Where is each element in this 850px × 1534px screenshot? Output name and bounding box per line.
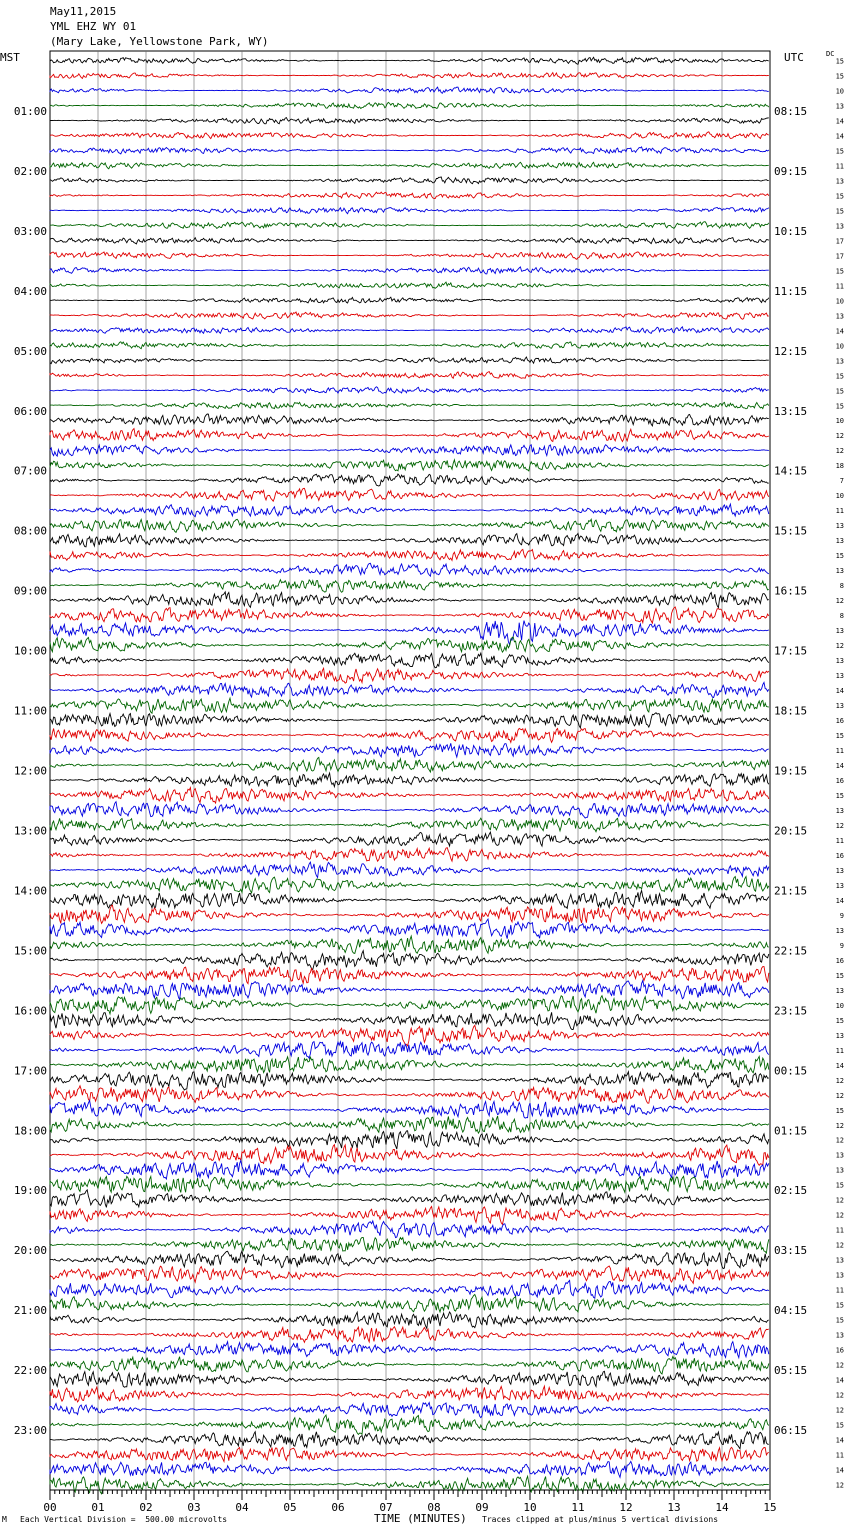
dc-offset-value: 15 bbox=[835, 147, 844, 156]
right-hour-label: 19:15 bbox=[774, 764, 808, 778]
left-hour-label: 08:00 bbox=[13, 524, 47, 538]
trace-row bbox=[50, 402, 769, 408]
dc-offset-value: 9 bbox=[839, 941, 844, 950]
dc-offset-value: 13 bbox=[835, 881, 844, 890]
dc-offset-value: 11 bbox=[835, 282, 844, 291]
left-hour-label: 07:00 bbox=[13, 464, 47, 478]
trace-row bbox=[50, 1251, 769, 1269]
x-tick-label: 10 bbox=[523, 1501, 537, 1514]
trace-row bbox=[50, 387, 769, 394]
right-hour-label: 16:15 bbox=[774, 584, 808, 598]
dc-offset-value: 13 bbox=[835, 1031, 844, 1040]
trace-row bbox=[50, 1447, 769, 1461]
trace-row bbox=[50, 1461, 769, 1477]
trace-row bbox=[50, 414, 769, 426]
trace-row bbox=[50, 57, 769, 64]
trace-row bbox=[50, 327, 769, 334]
dc-offset-value: 12 bbox=[835, 642, 844, 651]
dc-offset-value: 12 bbox=[835, 1406, 844, 1415]
dc-offset-value: 13 bbox=[835, 926, 844, 935]
left-hour-label: 05:00 bbox=[13, 344, 47, 358]
trace-row bbox=[50, 967, 769, 984]
trace-row bbox=[50, 653, 769, 668]
x-tick-label: 08 bbox=[427, 1501, 441, 1514]
left-hour-label: 14:00 bbox=[13, 884, 47, 898]
dc-offset-value: 12 bbox=[835, 1361, 844, 1370]
dc-offset-value: 13 bbox=[835, 567, 844, 576]
dc-offset-value: 14 bbox=[835, 896, 844, 905]
trace-row bbox=[50, 1403, 769, 1418]
right-hour-label: 03:15 bbox=[774, 1244, 808, 1258]
trace-row bbox=[50, 238, 769, 244]
x-tick-label: 14 bbox=[715, 1501, 729, 1514]
trace-row bbox=[50, 488, 769, 501]
trace-row bbox=[50, 682, 769, 697]
right-hour-label: 02:15 bbox=[774, 1184, 808, 1198]
x-axis-title: TIME (MINUTES) bbox=[374, 1512, 467, 1525]
dc-offset-value: 15 bbox=[835, 552, 844, 561]
dc-offset-value: 10 bbox=[835, 417, 844, 426]
dc-offset-value: 13 bbox=[835, 1271, 844, 1280]
trace-row bbox=[50, 474, 769, 486]
trace-row bbox=[50, 342, 769, 349]
trace-row bbox=[50, 1161, 769, 1180]
dc-offset-value: 12 bbox=[835, 1076, 844, 1085]
trace-row bbox=[50, 1266, 769, 1283]
trace-row bbox=[50, 1057, 769, 1073]
dc-offset-value: 14 bbox=[835, 687, 844, 696]
dc-offset-value: 9 bbox=[839, 911, 844, 920]
dc-offset-value: 12 bbox=[835, 1121, 844, 1130]
dc-offset-value: 14 bbox=[835, 762, 844, 771]
left-hour-label: 18:00 bbox=[13, 1124, 47, 1138]
trace-row bbox=[50, 1312, 769, 1328]
dc-offset-value: 13 bbox=[835, 357, 844, 366]
trace-row bbox=[50, 832, 769, 846]
trace-row bbox=[50, 73, 769, 79]
dc-offset-value: 15 bbox=[835, 1106, 844, 1115]
x-tick-label: 12 bbox=[619, 1501, 633, 1514]
trace-row bbox=[50, 1327, 769, 1343]
right-hour-label: 18:15 bbox=[774, 704, 808, 718]
dc-offset-value: 12 bbox=[835, 1391, 844, 1400]
dc-offset-value: 15 bbox=[835, 72, 844, 81]
dc-offset-value: 10 bbox=[835, 1001, 844, 1010]
dc-offset-value: 17 bbox=[835, 252, 844, 261]
trace-row bbox=[50, 1386, 769, 1402]
x-tick-label: 01 bbox=[91, 1501, 105, 1514]
dc-offset-value: 16 bbox=[835, 776, 844, 785]
x-tick-label: 13 bbox=[667, 1501, 681, 1514]
trace-row bbox=[50, 592, 769, 608]
trace-row bbox=[50, 1207, 769, 1225]
trace-row bbox=[50, 1176, 769, 1192]
left-hour-label: 12:00 bbox=[13, 764, 47, 778]
trace-row bbox=[50, 637, 769, 652]
trace-row bbox=[50, 757, 769, 772]
dc-offset-value: 15 bbox=[835, 971, 844, 980]
trace-row bbox=[50, 1295, 769, 1312]
left-hour-label: 23:00 bbox=[13, 1424, 47, 1438]
dc-offset-value: 13 bbox=[835, 1331, 844, 1340]
trace-row bbox=[50, 1145, 769, 1166]
dc-offset-value: 15 bbox=[835, 791, 844, 800]
dc-offset-value: 15 bbox=[835, 207, 844, 216]
dc-offset-value: 15 bbox=[835, 267, 844, 276]
dc-offset-value: 12 bbox=[835, 1091, 844, 1100]
dc-offset-value: 15 bbox=[835, 402, 844, 411]
trace-row bbox=[50, 357, 769, 364]
trace-row bbox=[50, 208, 769, 214]
x-tick-label: 03 bbox=[187, 1501, 201, 1514]
dc-offset-value: 13 bbox=[835, 222, 844, 231]
dc-offset-value: 18 bbox=[835, 462, 844, 471]
trace-row bbox=[50, 102, 769, 108]
trace-row bbox=[50, 621, 769, 645]
x-tick-label: 04 bbox=[235, 1501, 249, 1514]
right-hour-label: 23:15 bbox=[774, 1004, 808, 1018]
dc-offset-value: 10 bbox=[835, 492, 844, 501]
dc-offset-value: 15 bbox=[835, 372, 844, 381]
left-hour-label: 21:00 bbox=[13, 1304, 47, 1318]
dc-offset-value: 15 bbox=[835, 57, 844, 66]
trace-row bbox=[50, 802, 769, 818]
left-hour-label: 13:00 bbox=[13, 824, 47, 838]
left-hour-label: 03:00 bbox=[13, 224, 47, 238]
right-hour-label: 17:15 bbox=[774, 644, 808, 658]
trace-row bbox=[50, 668, 769, 683]
x-tick-label: 15 bbox=[763, 1501, 777, 1514]
left-hour-label: 10:00 bbox=[13, 644, 47, 658]
dc-offset-value: 13 bbox=[835, 1166, 844, 1175]
dc-offset-value: 11 bbox=[835, 162, 844, 171]
right-hour-label: 11:15 bbox=[774, 284, 808, 298]
dc-offset-value: 11 bbox=[835, 1046, 844, 1055]
dc-offset-value: 12 bbox=[835, 447, 844, 456]
left-hour-label: 09:00 bbox=[13, 584, 47, 598]
trace-row bbox=[50, 1072, 769, 1090]
dc-offset-value: 15 bbox=[835, 1301, 844, 1310]
trace-row bbox=[50, 698, 769, 713]
dc-offset-value: 12 bbox=[835, 1136, 844, 1145]
dc-offset-value: 11 bbox=[835, 1451, 844, 1460]
dc-offset-value: 14 bbox=[835, 327, 844, 336]
right-timezone-label: UTC bbox=[784, 51, 804, 64]
trace-row bbox=[50, 87, 769, 93]
dc-offset-value: 13 bbox=[835, 806, 844, 815]
trace-row bbox=[50, 996, 769, 1014]
dc-offset-value: 13 bbox=[835, 1151, 844, 1160]
trace-row bbox=[50, 1342, 769, 1358]
left-hour-label: 15:00 bbox=[13, 944, 47, 958]
clip-note: Traces clipped at plus/minus 5 vertical divisions bbox=[482, 1515, 719, 1524]
trace-row bbox=[50, 549, 769, 560]
trace-row bbox=[50, 1432, 769, 1449]
trace-row bbox=[50, 372, 769, 379]
trace-row bbox=[50, 713, 769, 728]
right-hour-label: 00:15 bbox=[774, 1064, 808, 1078]
dc-offset-value: 14 bbox=[835, 1376, 844, 1385]
right-hour-label: 05:15 bbox=[774, 1364, 808, 1378]
left-hour-label: 11:00 bbox=[13, 704, 47, 718]
trace-row bbox=[50, 1025, 769, 1045]
right-hour-label: 15:15 bbox=[774, 524, 808, 538]
left-hour-label: 04:00 bbox=[13, 284, 47, 298]
dc-offset-value: 11 bbox=[835, 1286, 844, 1295]
right-hour-label: 09:15 bbox=[774, 164, 808, 178]
dc-offset-value: 13 bbox=[835, 657, 844, 666]
trace-row bbox=[50, 1221, 769, 1238]
trace-row bbox=[50, 1190, 769, 1208]
trace-row bbox=[50, 533, 769, 546]
trace-row bbox=[50, 147, 769, 154]
dc-offset-value: 13 bbox=[835, 866, 844, 875]
dc-offset-value: 16 bbox=[835, 956, 844, 965]
trace-row bbox=[50, 132, 769, 139]
left-hour-label: 17:00 bbox=[13, 1064, 47, 1078]
right-hour-label: 21:15 bbox=[774, 884, 808, 898]
trace-row bbox=[50, 222, 769, 229]
dc-offset-value: 11 bbox=[835, 747, 844, 756]
trace-row bbox=[50, 728, 769, 742]
right-hour-label: 10:15 bbox=[774, 224, 808, 238]
trace-row bbox=[50, 1042, 769, 1059]
trace-row bbox=[50, 1086, 769, 1103]
trace-row bbox=[50, 282, 769, 288]
dc-offset-value: 11 bbox=[835, 836, 844, 845]
trace-row bbox=[50, 919, 769, 939]
trace-row bbox=[50, 162, 769, 169]
dc-offset-value: 14 bbox=[835, 132, 844, 141]
trace-row bbox=[50, 788, 769, 804]
trace-row bbox=[50, 1476, 769, 1494]
right-hour-label: 14:15 bbox=[774, 464, 808, 478]
dc-offset-value: 7 bbox=[839, 477, 844, 486]
trace-row bbox=[50, 1280, 769, 1298]
trace-row bbox=[50, 951, 769, 970]
dc-offset-value: 13 bbox=[835, 627, 844, 636]
trace-row bbox=[50, 1371, 769, 1387]
trace-row bbox=[50, 773, 769, 787]
dc-offset-value: 13 bbox=[835, 312, 844, 321]
right-hour-label: 20:15 bbox=[774, 824, 808, 838]
station-location: (Mary Lake, Yellowstone Park, WY) bbox=[50, 35, 269, 48]
dc-offset-value: 12 bbox=[835, 597, 844, 606]
dc-offset-header: DC bbox=[826, 50, 835, 58]
dc-offset-value: 15 bbox=[835, 1181, 844, 1190]
trace-row bbox=[50, 267, 769, 274]
right-hour-label: 04:15 bbox=[774, 1304, 808, 1318]
left-hour-label: 22:00 bbox=[13, 1364, 47, 1378]
right-hour-label: 08:15 bbox=[774, 104, 808, 118]
dc-offset-value: 15 bbox=[835, 732, 844, 741]
trace-row bbox=[50, 519, 769, 532]
x-tick-label: 05 bbox=[283, 1501, 297, 1514]
dc-offset-value: 14 bbox=[835, 1436, 844, 1445]
dc-offset-value: 16 bbox=[835, 717, 844, 726]
right-hour-label: 06:15 bbox=[774, 1424, 808, 1438]
left-hour-label: 02:00 bbox=[13, 164, 47, 178]
record-date: May11,2015 bbox=[50, 5, 117, 18]
right-hour-label: 22:15 bbox=[774, 944, 808, 958]
trace-row bbox=[50, 297, 769, 303]
trace-row bbox=[50, 1101, 769, 1119]
dc-offset-value: 15 bbox=[835, 1421, 844, 1430]
trace-row bbox=[50, 563, 769, 576]
dc-offset-value: 15 bbox=[835, 1316, 844, 1325]
trace-row bbox=[50, 877, 769, 893]
dc-offset-value: 16 bbox=[835, 1346, 844, 1355]
trace-row bbox=[50, 504, 769, 517]
trace-row bbox=[50, 936, 769, 953]
dc-offset-value: 14 bbox=[835, 1466, 844, 1475]
trace-row bbox=[50, 445, 769, 456]
dc-offset-value: 14 bbox=[835, 1061, 844, 1070]
dc-offset-value: 15 bbox=[835, 192, 844, 201]
right-hour-label: 12:15 bbox=[774, 344, 808, 358]
corner-mark: M bbox=[2, 1515, 7, 1524]
right-hour-label: 13:15 bbox=[774, 404, 808, 418]
dc-offset-value: 8 bbox=[839, 582, 844, 591]
trace-row bbox=[50, 1131, 769, 1149]
trace-row bbox=[50, 981, 769, 1000]
dc-offset-value: 10 bbox=[835, 297, 844, 306]
trace-row bbox=[50, 1116, 769, 1133]
dc-offset-value: 13 bbox=[835, 672, 844, 681]
left-hour-label: 19:00 bbox=[13, 1184, 47, 1198]
trace-row bbox=[50, 118, 769, 124]
x-tick-label: 06 bbox=[331, 1501, 345, 1514]
trace-row bbox=[50, 429, 769, 442]
dc-offset-value: 13 bbox=[835, 102, 844, 111]
trace-row bbox=[50, 607, 769, 623]
dc-offset-value: 15 bbox=[835, 1016, 844, 1025]
trace-row bbox=[50, 862, 769, 877]
trace-row bbox=[50, 460, 769, 471]
dc-offset-value: 16 bbox=[835, 851, 844, 860]
dc-offset-value: 11 bbox=[835, 1226, 844, 1235]
dc-offset-value: 13 bbox=[835, 522, 844, 531]
x-tick-label: 11 bbox=[571, 1501, 585, 1514]
dc-offset-value: 10 bbox=[835, 87, 844, 96]
trace-row bbox=[50, 818, 769, 832]
trace-row bbox=[50, 1237, 769, 1253]
dc-offset-value: 12 bbox=[835, 1241, 844, 1250]
left-hour-label: 16:00 bbox=[13, 1004, 47, 1018]
left-hour-label: 20:00 bbox=[13, 1244, 47, 1258]
trace-row bbox=[50, 312, 769, 319]
dc-offset-value: 11 bbox=[835, 507, 844, 516]
left-timezone-label: MST bbox=[0, 51, 20, 64]
left-hour-label: 01:00 bbox=[13, 104, 47, 118]
dc-offset-value: 15 bbox=[835, 387, 844, 396]
station-code: YML EHZ WY 01 bbox=[50, 20, 137, 33]
dc-offset-value: 8 bbox=[839, 612, 844, 621]
dc-offset-value: 12 bbox=[835, 1481, 844, 1490]
trace-row bbox=[50, 891, 769, 909]
x-tick-label: 07 bbox=[379, 1501, 393, 1514]
dc-offset-value: 17 bbox=[835, 237, 844, 246]
dc-offset-value: 13 bbox=[835, 177, 844, 186]
dc-offset-value: 10 bbox=[835, 342, 844, 351]
trace-row bbox=[50, 1012, 769, 1029]
left-hour-label: 06:00 bbox=[13, 404, 47, 418]
dc-offset-value: 12 bbox=[835, 1211, 844, 1220]
trace-row bbox=[50, 848, 769, 862]
trace-row bbox=[50, 177, 769, 184]
trace-row bbox=[50, 743, 769, 757]
dc-offset-value: 13 bbox=[835, 537, 844, 546]
x-tick-label: 00 bbox=[43, 1501, 57, 1514]
x-tick-label: 02 bbox=[139, 1501, 153, 1514]
dc-offset-value: 13 bbox=[835, 986, 844, 995]
trace-row bbox=[50, 252, 769, 259]
trace-row bbox=[50, 192, 769, 198]
dc-offset-value: 12 bbox=[835, 821, 844, 830]
right-hour-label: 01:15 bbox=[774, 1124, 808, 1138]
trace-row bbox=[50, 1415, 769, 1434]
dc-offset-value: 14 bbox=[835, 117, 844, 126]
dc-offset-value: 12 bbox=[835, 432, 844, 441]
dc-offset-value: 12 bbox=[835, 1196, 844, 1205]
dc-offset-value: 13 bbox=[835, 702, 844, 711]
dc-offset-value: 13 bbox=[835, 1256, 844, 1265]
trace-row bbox=[50, 905, 769, 923]
scale-note: Each Vertical Division = 500.00 microvolts bbox=[20, 1515, 228, 1524]
trace-row bbox=[50, 1357, 769, 1374]
x-tick-label: 09 bbox=[475, 1501, 489, 1514]
trace-row bbox=[50, 580, 769, 593]
